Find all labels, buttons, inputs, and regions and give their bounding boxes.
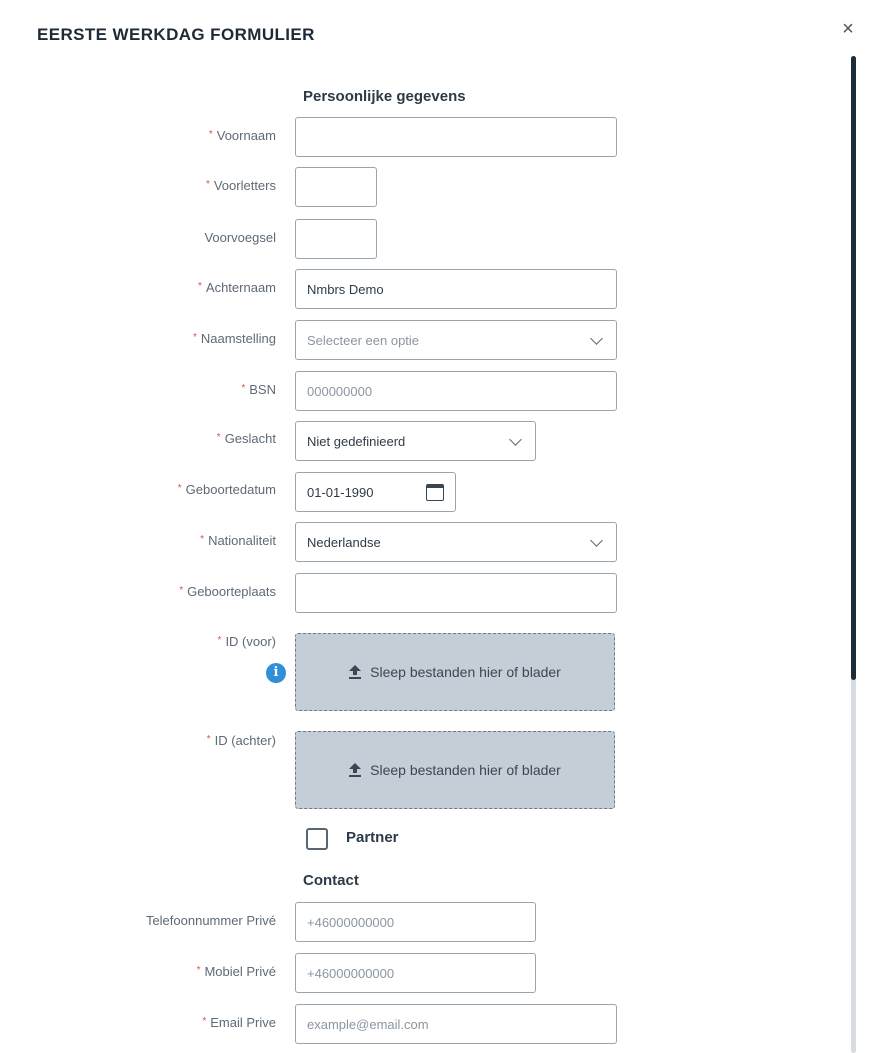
required-mark: * (208, 129, 213, 140)
info-icon[interactable]: i (266, 663, 286, 683)
voorvoegsel-input[interactable] (295, 219, 377, 259)
nationaliteit-value: Nederlandse (307, 534, 381, 550)
scrollbar-thumb[interactable] (851, 56, 856, 680)
telefoon-prive-input[interactable] (295, 902, 536, 942)
label-email-prive: * Email Prive (202, 1015, 276, 1030)
required-mark: * (200, 534, 205, 545)
required-mark: * (177, 483, 182, 494)
geboortedatum-value: 01-01-1990 (307, 484, 374, 500)
geslacht-value: Niet gedefinieerd (307, 433, 406, 449)
voorletters-input[interactable] (295, 167, 377, 207)
label-bsn: * BSN (241, 382, 276, 397)
naamstelling-value: Selecteer een optie (307, 332, 420, 348)
label-mobiel-prive: * Mobiel Privé (196, 964, 276, 979)
partner-checkbox[interactable] (306, 828, 328, 850)
label-geboorteplaats: * Geboorteplaats (179, 584, 276, 599)
required-mark: * (179, 585, 184, 596)
required-mark: * (198, 281, 202, 292)
label-geboortedatum: * Geboortedatum (177, 482, 276, 497)
label-naamstelling: * Naamstelling (192, 331, 276, 346)
id-achter-dropzone[interactable] (295, 731, 615, 809)
label-telefoon-prive: Telefoonnummer Privé (145, 913, 276, 928)
chevron-down-icon (590, 534, 603, 547)
label-id-voor: * ID (voor) (217, 634, 276, 649)
id-voor-dropzone[interactable] (295, 633, 615, 711)
chevron-down-icon (590, 332, 603, 345)
form-title: EERSTE WERKDAG FORMULIER (37, 25, 315, 44)
label-voorvoegsel: Voorvoegsel (204, 230, 276, 245)
chevron-down-icon (509, 433, 522, 446)
id-achter-drop-text: Sleep bestanden hier of blader (370, 762, 561, 778)
partner-label: Partner (346, 829, 399, 846)
required-mark: * (196, 965, 201, 976)
required-mark: * (202, 1016, 207, 1027)
required-mark: * (241, 383, 246, 394)
label-voornaam: * Voornaam (208, 128, 276, 143)
section-title-personal: Persoonlijke gegevens (303, 88, 466, 105)
email-prive-input[interactable] (295, 1004, 617, 1044)
label-nationaliteit: * Nationaliteit (200, 533, 276, 548)
label-achternaam: * Achternaam (198, 280, 276, 295)
nationaliteit-select[interactable] (295, 522, 617, 562)
upload-icon (349, 763, 361, 777)
required-mark: * (205, 179, 210, 190)
geslacht-select[interactable] (295, 421, 536, 461)
upload-icon (349, 665, 361, 679)
naamstelling-select[interactable] (295, 320, 617, 360)
required-mark: * (206, 734, 211, 745)
required-mark: * (192, 332, 197, 343)
label-id-achter: * ID (achter) (206, 733, 276, 748)
geboorteplaats-input[interactable] (295, 573, 617, 613)
mobiel-prive-input[interactable] (295, 953, 536, 993)
required-mark: * (216, 432, 221, 443)
achternaam-input[interactable] (295, 269, 617, 309)
geboortedatum-input[interactable] (295, 472, 456, 512)
label-voorletters: * Voorletters (205, 178, 276, 193)
bsn-input[interactable] (295, 371, 617, 411)
voornaam-input[interactable] (295, 117, 617, 157)
id-voor-drop-text: Sleep bestanden hier of blader (370, 664, 561, 680)
section-title-contact: Contact (303, 872, 359, 889)
close-icon[interactable]: × (842, 18, 854, 40)
calendar-icon[interactable] (426, 484, 444, 501)
required-mark: * (217, 635, 222, 646)
label-geslacht: * Geslacht (216, 431, 276, 446)
